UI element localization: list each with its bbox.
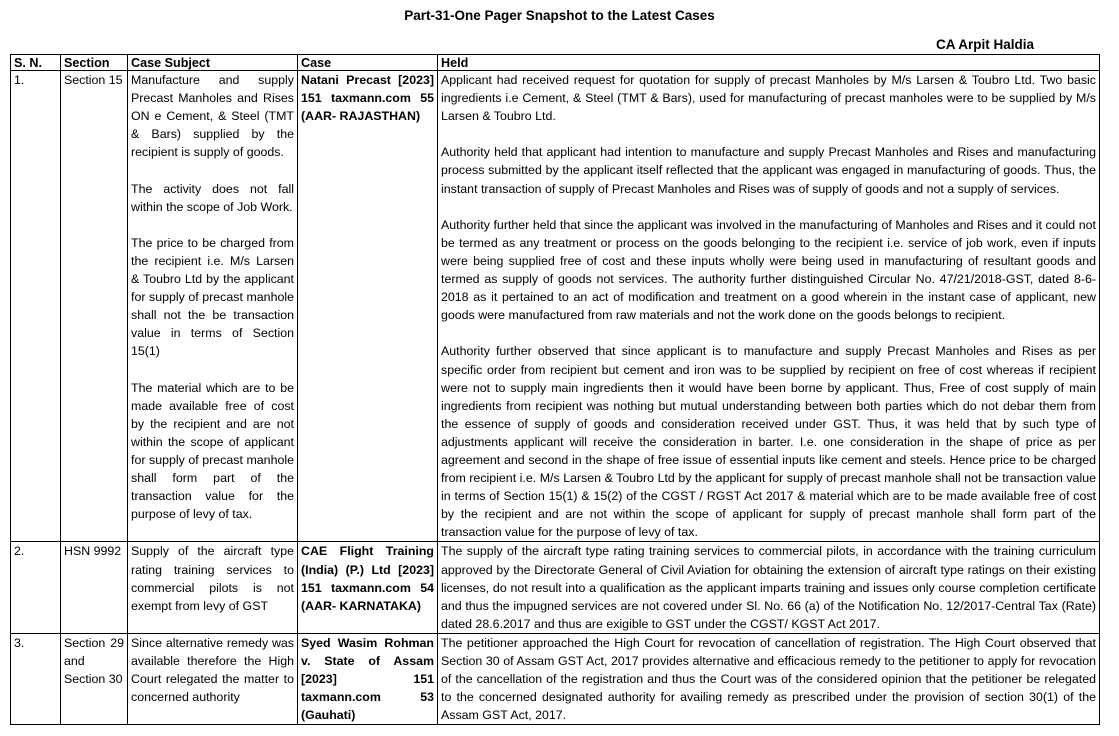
row-held: [438, 71, 1100, 542]
author-name: CA Arpit Haldia: [936, 37, 1035, 52]
row-case-citation: Natani Precast [2023] 151 taxmann.com 55 (AAR- RAJASTHAN): [298, 71, 438, 542]
row-case-citation: CAE Flight Training (India) (P.) Ltd [2023] 151 taxmann.com 54 (AAR- KARNATAKA): [298, 542, 438, 633]
subject-paragraph: Manufacture and supply Precast Manholes and Rises ON e Cement, & Steel (TMT & Bars) supplied by the recipient is supply of goods.: [131, 73, 294, 160]
table-header-row: [11, 55, 1100, 71]
document-title: Part-31-One Pager Snapshot to the Latest Cases: [404, 8, 715, 23]
row-section: Section 15: [61, 71, 128, 542]
header-case-subject: Case Subject: [128, 55, 298, 71]
cases-table: [10, 54, 1100, 725]
row-held: [438, 542, 1100, 633]
row-section: HSN 9992: [61, 542, 128, 633]
held-paragraph: The supply of the aircraft type rating training services to commercial pilots, in accordance with the training curriculum approved by the Directorate General of Civil Aviation for obtaining the extension of aircraft type ratings on their existing licenses, do not result into a qualification as the applicant imparts training and issues only course completion certificate and thus the impugned services are not covered under Sl. No. 66 (a) of the Notification No. 12/2017-Central Tax (Rate) dated 28.6.2017 and thus are exigible to GST under the CGST/ KGST Act 2017.: [441, 544, 1096, 631]
held-paragraph: Authority held that applicant had intention to manufacture and supply Precast Manholes and Rises and manufacturing process submitted by the applicant itself reflected that the applicant was engaged in manufacturing of goods. Thus, the instant transaction of supply of Precast Manholes and Rises was of supply of goods and not a supply of services.: [441, 145, 1096, 196]
held-paragraph: Authority further observed that since applicant is to manufacture and supply Precast Manholes and Rises as per specific order from recipient but cement and iron was to be supplied by recipient on free of cost whereas if recipient were not to supply main ingredients then it would have been borne by applicant. Thus, Free of cost supply of main ingredients from recipient was nothing but mutual understanding between both parties which do not debar them from the essence of supply of goods and consideration received under GST. Thus, it was held that by such type of adjustments applicant will receive the consideration in barter. I.e. one consideration in the shape of price as per agreement and second in the shape of free issue of essential inputs like cement and steels. Hence price to be charged from recipient i.e. M/s Larsen & Toubro Ltd by the applicant for supply of precast manhole shall not be transaction value in terms of Section 15(1) & 15(2) of the CGST / RGST Act 2017 & material which are to be made available free of cost by the recipient and are not within the scope of applicant for supply of precast manhole shall form part of the transaction value for the purpose of levy of tax.: [441, 344, 1096, 540]
row-sn: 3.: [11, 633, 61, 724]
subject-paragraph: The activity does not fall within the scope of Job Work.: [131, 181, 294, 214]
row-case-citation: Syed Wasim Rohman v. State of Assam [2023] 151 taxmann.com 53 (Gauhati): [298, 633, 438, 724]
row-case-subject: [128, 71, 298, 542]
header-held: Held: [438, 55, 1100, 71]
header-sn: S. N.: [11, 55, 61, 71]
held-paragraph: Applicant had received request for quotation for supply of precast Manholes by M/s Larsen & Toubro Ltd. Two basic ingredients i.e Cement, & Steel (TMT & Bars), used for manufacturing of precast manholes were to be supplied by M/s Larsen & Toubro Ltd.: [441, 73, 1096, 124]
table-row: [11, 542, 1100, 633]
row-section: Section 29 and Section 30: [61, 633, 128, 724]
subject-paragraph: Supply of the aircraft type rating training services to commercial pilots is not exempt from levy of GST: [131, 544, 294, 613]
header-section: Section: [61, 55, 128, 71]
row-sn: 2.: [11, 542, 61, 633]
subject-paragraph: The price to be charged from the recipient i.e. M/s Larsen & Toubro Ltd by the applicant for supply of precast manhole shall not the be transaction value in terms of Section 15(1): [131, 235, 294, 359]
row-case-subject: [128, 633, 298, 724]
table-row: [11, 633, 1100, 724]
subject-paragraph: The material which are to be made available free of cost by the recipient and are not within the scope of applicant for supply of precast manhole shall form part of the transaction value for the purpose of levy of tax.: [131, 380, 294, 522]
held-paragraph: The petitioner approached the High Court for revocation of cancellation of registration. The High Court observed that Section 30 of Assam GST Act, 2017 provides alternative and efficacious remedy to the petitioner to apply for revocation of the cancellation of the registration and thus the Court was of the considered opinion that the petitioner be relegated to the concerned designated authority for availing remedy as prescribed under the provision of section 30(1) of the Assam GST Act, 2017.: [441, 635, 1096, 723]
table-row: [11, 71, 1100, 542]
row-case-subject: [128, 542, 298, 633]
held-paragraph: Authority further held that since the applicant was involved in the manufacturing of Manholes and Rises and it could not be termed as any treatment or process on the goods belonging to the recipient i.e. service of job work, even if inputs were being supplied free of cost and these inputs wholly were being used in manufacturing of resultant goods and termed as supply of goods not services. The authority further distinguished Circular No. 47/21/2018-GST, dated 8-6-2018 as it pertained to an act of modification and treatment on a good wherein in the instant case of applicant, new goods were manufactured from raw materials and not the work done on the goods belongs to recipient.: [441, 217, 1096, 323]
row-held: [438, 633, 1100, 724]
header-case: Case: [298, 55, 438, 71]
subject-paragraph: Since alternative remedy was available therefore the High Court relegated the matter to concerned authority: [131, 635, 294, 705]
row-sn: 1.: [11, 71, 61, 542]
